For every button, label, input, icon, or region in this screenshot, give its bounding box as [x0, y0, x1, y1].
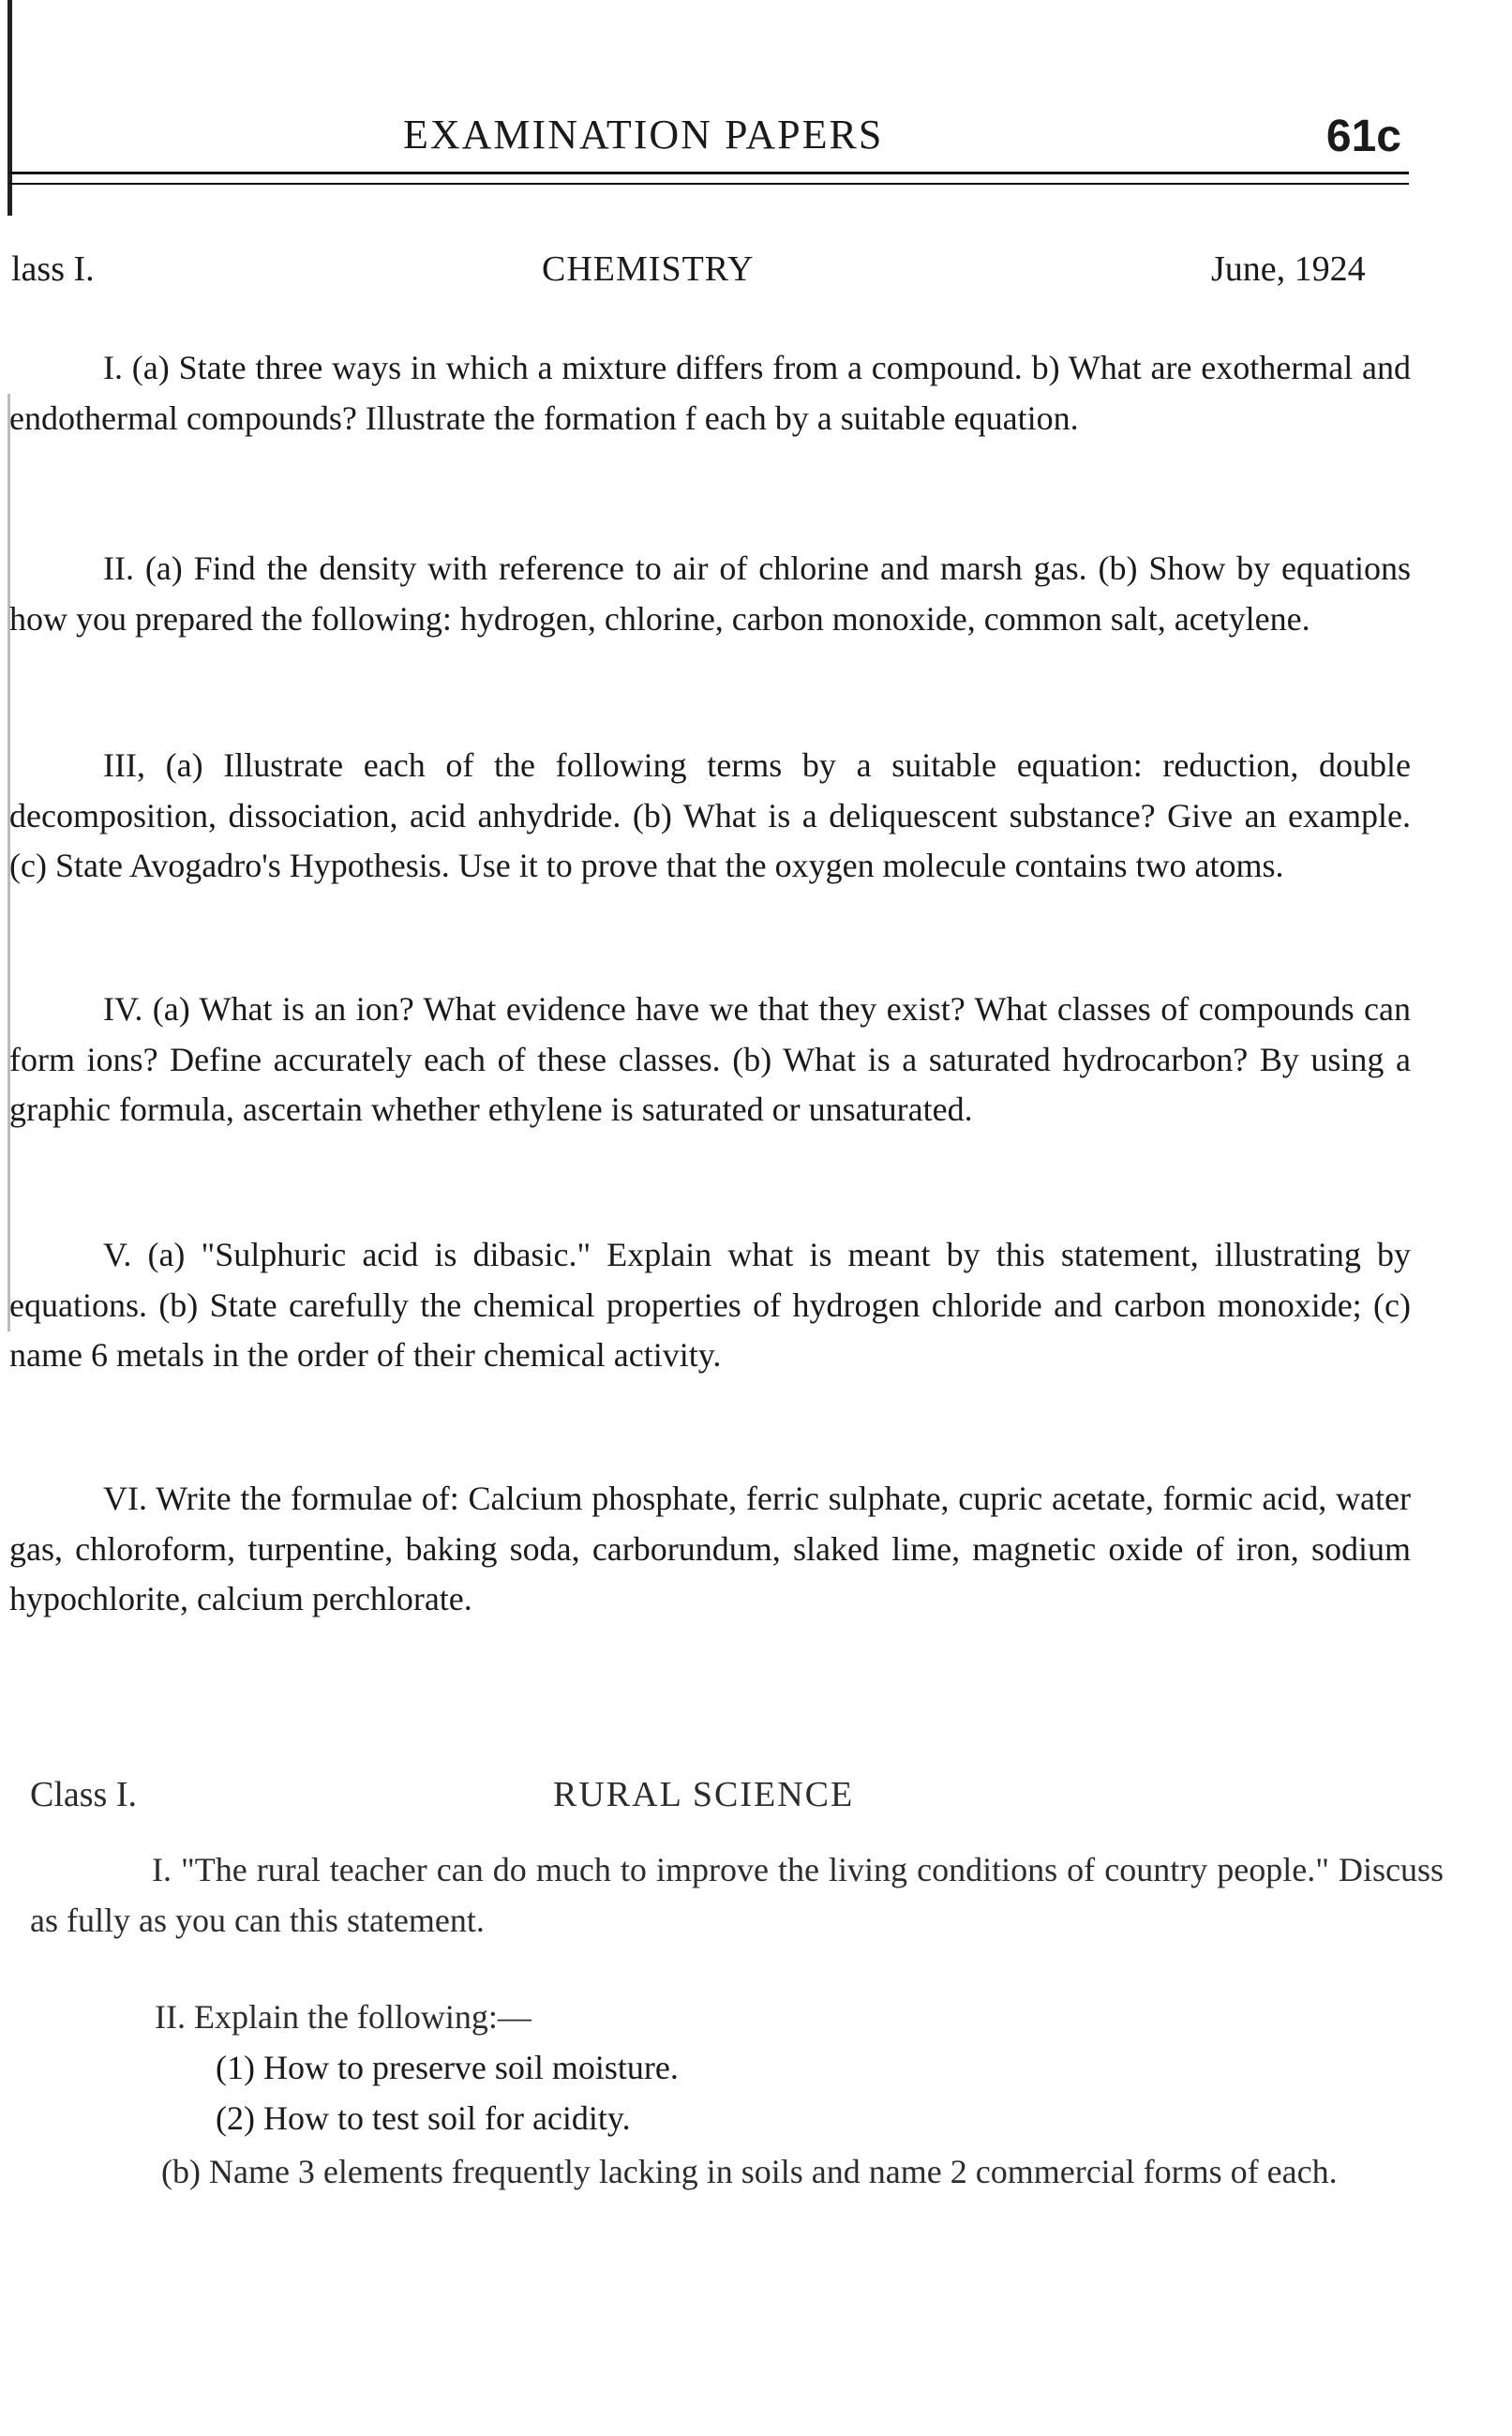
question-2: II. (a) Find the density with reference to air of chlorine and marsh gas. (b) Show by equations how you prepared the following: hydrogen, chlorine, carbon monoxide, common salt, acetylene. [9, 549, 1411, 638]
rural-question-2b: (b) Name 3 elements frequently lacking in soils and name 2 commercial forms of each. [161, 2153, 1338, 2190]
running-head: EXAMINATION PAPERS [403, 112, 884, 158]
chemistry-date: June, 1924 [1211, 249, 1366, 289]
header-rule [9, 172, 1409, 174]
question-4: IV. (a) What is an ion? What evidence have we that they exist? What classes of compounds can form ions? Define accurately each of these classes. (b) What is a saturated hydrocarbon? By using a graphic formula, ascertain whether ethylene is saturated or unsaturated. [9, 990, 1411, 1128]
chemistry-subject: CHEMISTRY [542, 249, 755, 289]
rural-list-item-2: (2) How to test soil for acidity. [216, 2099, 631, 2137]
rural-question-2-intro: II. Explain the following:— [155, 1998, 531, 2036]
rural-list-item-1: (1) How to preserve soil moisture. [216, 2049, 679, 2086]
question-3: III, (a) Illustrate each of the following terms by a suitable equation: reduction, double decomposition, dissociation, acid anhydride. (b) What is a deliquescent substance? Give an example. (c) State Avogadro's Hypothesis. Use it to prove that the oxygen molecule contains two atoms. [9, 746, 1411, 884]
question-1: I. (a) State three ways in which a mixture differs from a compound. b) What are exothermal and endothermal compounds? Illustrate the formation f each by a suitable equation. [9, 349, 1411, 437]
question-6: VI. Write the formulae of: Calcium phosphate, ferric sulphate, cupric acetate, formic acid, water gas, chloroform, turpentine, baking soda, carborundum, slaked lime, magnetic oxide of iron, sodium hypochlorite, calcium perchlorate. [9, 1480, 1411, 1617]
chemistry-class-label: lass I. [11, 249, 95, 289]
question-5: V. (a) "Sulphuric acid is dibasic." Explain what is meant by this statement, illustrating by equations. (b) State carefully the chemical properties of hydrogen chloride and carbon monoxide; (c) name 6 metals in the order of their chemical activity. [9, 1236, 1411, 1374]
page-number: 61c [1325, 112, 1401, 161]
rural-question-1: I. "The rural teacher can do much to improve the living conditions of country people." Discuss as fully as you can this statement. [30, 1851, 1444, 1939]
rural-subject: RURAL SCIENCE [553, 1775, 855, 1814]
rural-class-label: Class I. [30, 1775, 137, 1814]
header-rule-thin [9, 183, 1409, 185]
